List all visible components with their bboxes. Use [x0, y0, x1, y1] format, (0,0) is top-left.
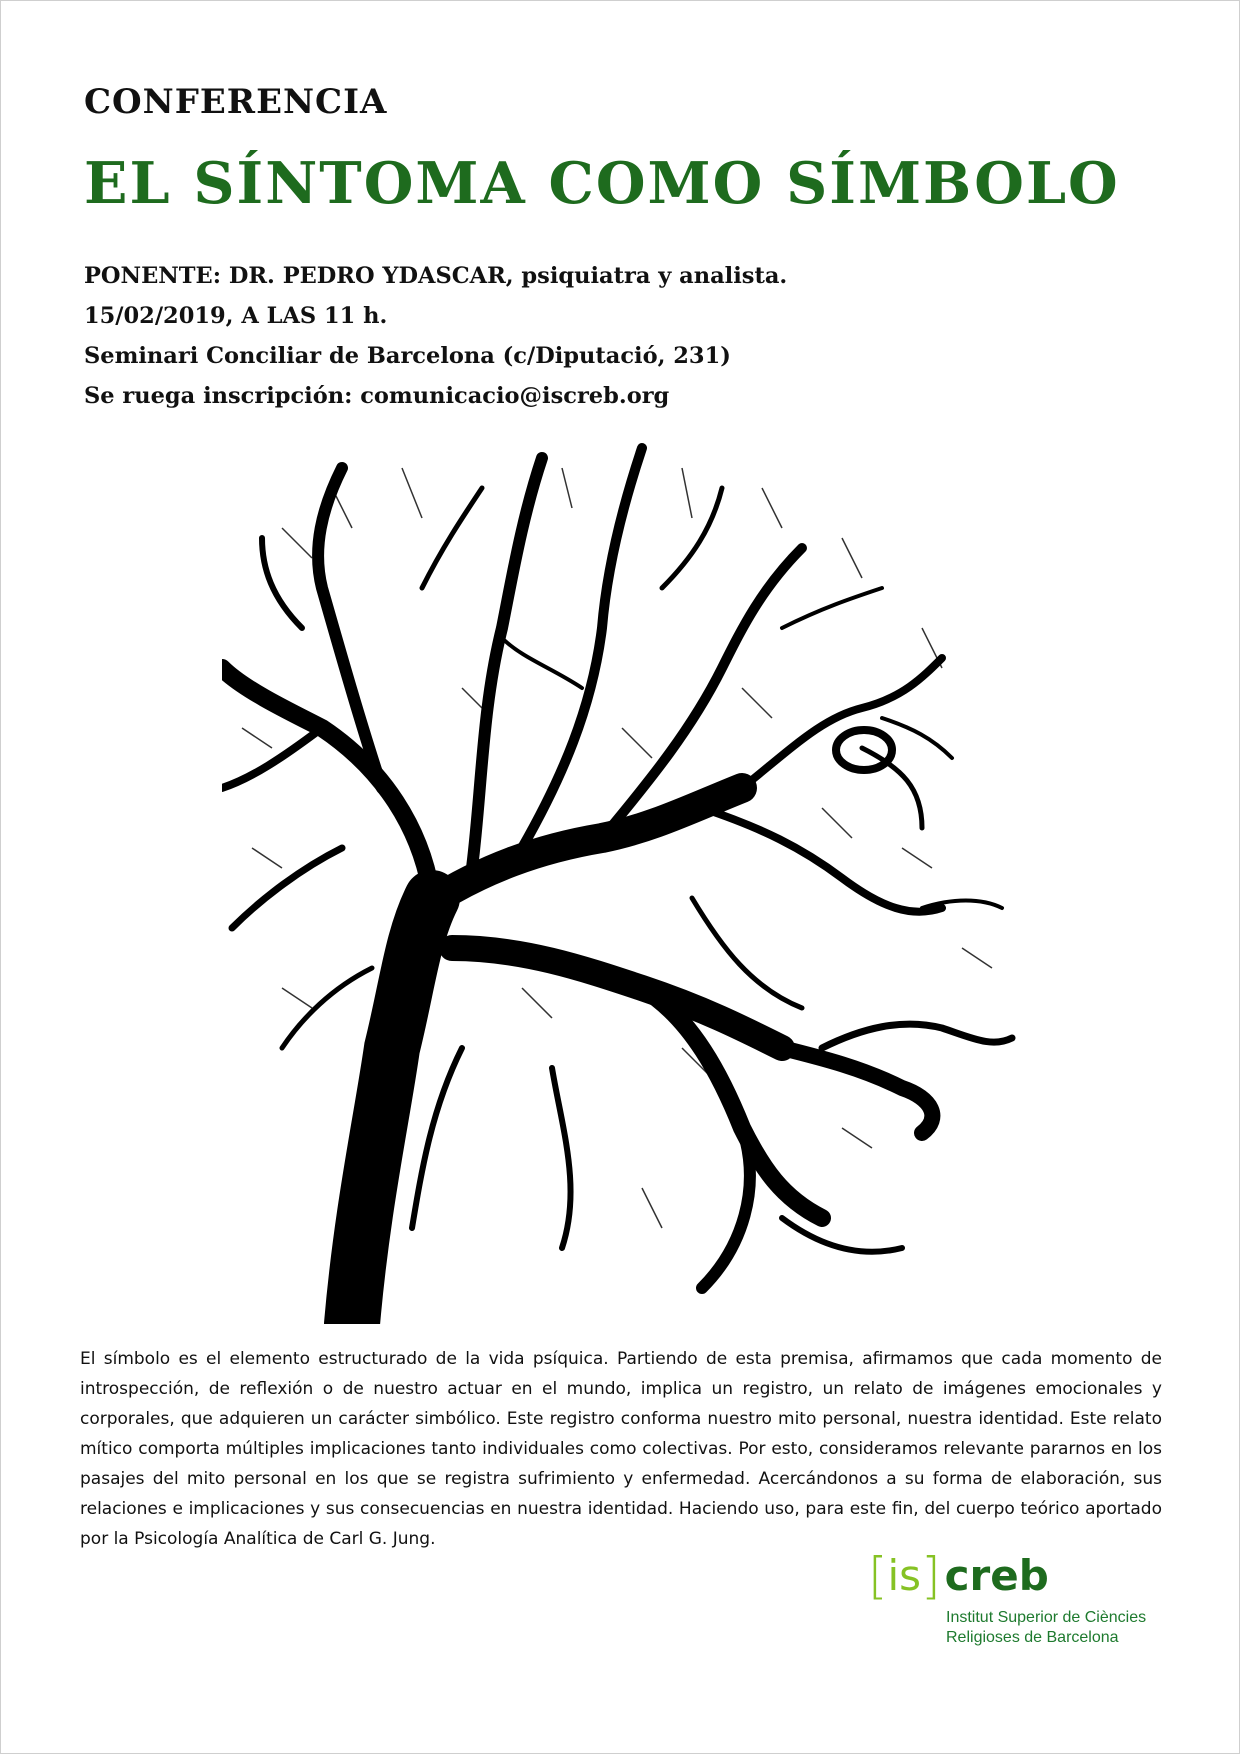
description-paragraph: El símbolo es el elemento estructurado de la vida psíquica. Partiendo de esta premisa, afirmamos que cada momento de introspección, de reflexión o de nuestro actuar en el mundo, implica un registro, un relato de imágenes emocionales y corporales, que adquieren un carácter simbólico. Este registro conforma nuestro mito personal, nuestra identidad. Este relato mítico comporta múltiples implicaciones tanto individuales como colectivas. Por esto, consideramos relevante pararnos en los pasajes del mito personal en los que se registra sufrimiento y enfermedad. Acercándonos a su forma de elaboración, sus relaciones e implicaciones y sus consecuencias en nuestra identidad. Haciendo uso, para este fin, del cuerpo teórico aportado por la Psicología Analítica de Carl G. Jung.: [80, 1349, 1162, 1549]
speaker-role: , psiquiatra y analista.: [505, 263, 788, 289]
logo-bracket-open: [: [868, 1547, 888, 1605]
logo-institution-name: [946, 1608, 1176, 1648]
speaker-line: [84, 256, 787, 296]
page-title: EL SÍNTOMA COMO SÍMBOLO: [84, 150, 1120, 217]
event-info: [84, 256, 787, 416]
logo-line-2: Religioses de Barcelona: [946, 1629, 1119, 1646]
event-date: 15/02/2019, A LAS 11 h.: [84, 303, 388, 329]
logo-creb: creb: [944, 1551, 1049, 1600]
tree-head-silhouette-icon: [222, 428, 1040, 1324]
speaker-name: PONENTE: DR. PEDRO YDASCAR: [84, 263, 506, 289]
logo-is: is: [887, 1551, 922, 1600]
logo-bracket-close: ]: [921, 1547, 941, 1605]
logo-mark: [868, 1548, 1049, 1604]
registration-line: Se ruega inscripción: comunicacio@iscreb.org: [84, 383, 670, 409]
event-type-label: CONFERENCIA: [84, 82, 388, 122]
logo-line-1: Institut Superior de Ciències: [946, 1609, 1147, 1626]
event-venue: Seminari Conciliar de Barcelona (c/Diputació, 231): [84, 343, 731, 369]
iscreb-logo: [868, 1548, 1168, 1648]
